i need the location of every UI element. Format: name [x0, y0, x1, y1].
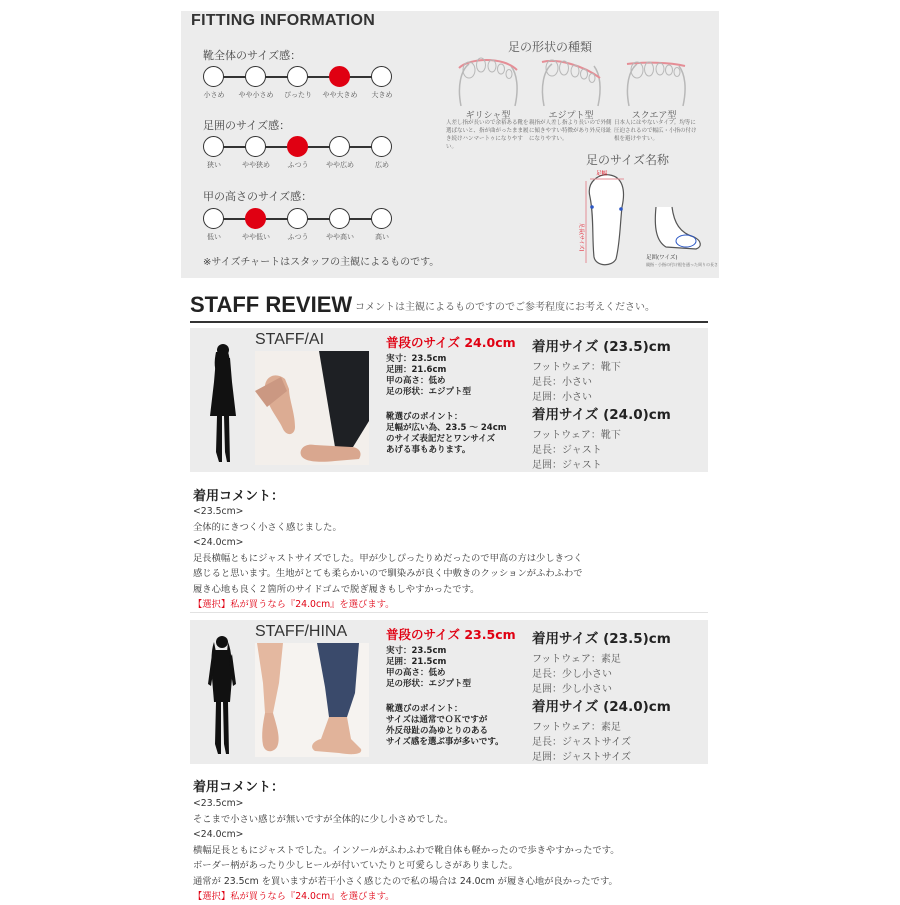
scale-tick-label: 小さめ [203, 91, 225, 99]
comment-line: 履き心地も良く２箇所のサイドゴムで脱ぎ履きもしやすかったです。 [193, 583, 480, 595]
spec-girth: 足囲：21.5cm [386, 657, 447, 667]
greek-type-desc: 人差し指が長いので余裕ある靴を選ばないと、指が曲がったまま履き続けハンマートゥになりやすい。 [446, 120, 529, 150]
comment-heading: 着用コメント： [193, 489, 285, 504]
worn-girth: 足囲：少し小さい [532, 684, 612, 695]
scale-tick-label: やや大きめ [322, 91, 358, 99]
worn-length: 足長：少し小さい [532, 669, 612, 680]
scale-tick-label: ふつう [287, 161, 309, 169]
scale-dot [329, 208, 350, 229]
shoe-selection-tips [386, 704, 504, 748]
scale-dot [329, 136, 350, 157]
staff-ai-comment [193, 504, 583, 613]
worn-footwear: フットウェア：靴下 [532, 430, 621, 441]
comment-line: ボーダー柄があったり少しヒールが付いていたりと可愛らしさがありました。 [193, 860, 518, 871]
staff-review-rule [190, 321, 708, 323]
egyptian-type-desc: 親指が人差し指より長いので外側に傾きやすい特徴があり外反母趾になりやすい。 [529, 120, 612, 142]
fitting-title: FITTING INFORMATION [191, 12, 376, 29]
usual-size: 普段のサイズ 24.0cm [386, 335, 516, 350]
girth-size-label: 足囲のサイズ感： [203, 119, 291, 132]
foot-width-label: 足幅 [596, 171, 608, 177]
scale-dot-selected [287, 136, 308, 157]
overall-size-label: 靴全体のサイズ感： [203, 49, 302, 62]
scale-dot-selected [245, 208, 266, 229]
worn-size-heading: 着用サイズ (24.0)cm [532, 407, 671, 423]
spec-foot-shape: 足の形状：エジプト型 [386, 387, 472, 397]
scale-dot [203, 208, 224, 229]
spec-actual-length: 実寸：23.5cm [386, 354, 447, 364]
scale-dot [287, 208, 308, 229]
foot-types-title: 足の形状の種類 [508, 40, 593, 54]
staff-card-hina [190, 620, 708, 764]
selection-note: 【選択】私が買うなら『24.0cm』を選びます。 [193, 599, 395, 610]
comment-line: そこまで小さい感じが無いですが全体的に少し小さめでした。 [193, 813, 454, 825]
square-type-name: スクエア型 [631, 111, 677, 121]
tips-line: のサイズ表記だとワンサイズ [386, 434, 496, 444]
greek-foot-illustration [453, 56, 523, 108]
worn-girth: 足囲：小さい [532, 392, 592, 403]
worn-size-heading: 着用サイズ (23.5)cm [532, 339, 671, 355]
comment-heading: 着用コメント： [193, 780, 285, 795]
scale-dot [203, 136, 224, 157]
spec-actual-length: 実寸：23.5cm [386, 646, 447, 656]
size-names-title: 足のサイズ名称 [586, 153, 670, 167]
tips-line: 足幅が広い為、23.5 ～ 24cm [386, 423, 507, 433]
scale-dot [287, 66, 308, 87]
staff-ai-silhouette-icon [204, 340, 240, 465]
shoe-selection-tips [386, 412, 507, 456]
egyptian-type-name: エジプト型 [548, 111, 594, 121]
review-separator [190, 612, 708, 613]
scale-dot [371, 66, 392, 87]
square-type-desc: 日本人にはやないタイプ。均等に圧迫されるので幅広・小指の付け根を避けやすい。 [614, 120, 697, 142]
instep-height-scale [203, 207, 393, 241]
worn-length: 足長：ジャスト [532, 445, 602, 456]
scale-dot [245, 66, 266, 87]
scale-tick-label: やや広め [326, 161, 354, 169]
scale-tick-label: 広め [375, 161, 389, 169]
tips-line: あげる事もあります。 [386, 445, 471, 455]
scale-tick-label: 大きめ [371, 91, 393, 99]
foot-size-names-diagram [576, 167, 718, 271]
scale-tick-label: やや小さめ [238, 91, 274, 99]
scale-dot [245, 136, 266, 157]
staff-name: STAFF/HINA [255, 623, 348, 640]
usual-size: 普段のサイズ 23.5cm [386, 627, 516, 642]
staff-review-title: STAFF REVIEW [190, 292, 353, 317]
spec-girth: 足囲：21.6cm [386, 365, 447, 375]
worn-girth: 足囲：ジャストサイズ [532, 752, 631, 763]
worn-length: 足長：小さい [532, 377, 592, 388]
scale-dot [203, 66, 224, 87]
spec-instep-height: 甲の高さ：低め [386, 376, 446, 386]
comment-line: 横幅足長ともにジャストでした。インソールがふわふわで靴自体も軽かったので歩きやすかったです。 [193, 844, 620, 856]
scale-dot-selected [329, 66, 350, 87]
square-foot-illustration [621, 56, 691, 108]
worn-girth: 足囲：ジャスト [532, 460, 602, 471]
foot-girth-label: 足囲(ワイズ) [646, 255, 678, 261]
staff-hina-comment [193, 796, 620, 905]
foot-girth-note: 親指・小指の付け根を通った周りの長さ [646, 262, 718, 267]
girth-size-scale [203, 135, 393, 169]
scale-tick-label: 低い [207, 233, 221, 241]
staff-hina-foot-photo [255, 643, 369, 757]
worn-footwear: フットウェア：素足 [532, 654, 621, 665]
egyptian-foot-illustration [536, 56, 606, 108]
scale-tick-label: 高い [375, 233, 389, 241]
scale-tick-label: やや低い [242, 233, 270, 241]
worn-size-heading: 着用サイズ (23.5)cm [532, 631, 671, 647]
tips-line: 外反母趾の為ゆとりのある [386, 726, 489, 736]
scale-tick-label: ふつう [287, 233, 309, 241]
scale-tick-label: やや狭め [242, 161, 270, 169]
tips-line: サイズは通常でＯＫですが [386, 715, 488, 725]
worn-length: 足長：ジャストサイズ [532, 737, 631, 748]
staff-card-ai [190, 328, 708, 472]
staff-hina-silhouette-icon [204, 632, 240, 757]
worn-footwear: フットウェア：靴下 [532, 362, 621, 373]
scale-tick-label: やや高い [326, 233, 354, 241]
staff-specs [386, 646, 471, 690]
spec-foot-shape: 足の形状：エジプト型 [386, 679, 472, 689]
comment-line: 全体的にきつく小さく感じました。 [193, 521, 342, 533]
comment-line: <23.5cm> [193, 506, 244, 517]
comment-line: <24.0cm> [193, 829, 244, 840]
fitting-information-panel [181, 11, 719, 278]
comment-line: <24.0cm> [193, 537, 244, 548]
foot-length-label: 足長(サイズ) [578, 223, 584, 252]
tips-heading: 靴選びのポイント： [386, 704, 463, 714]
overall-size-scale [203, 65, 393, 99]
worn-size-heading: 着用サイズ (24.0)cm [532, 699, 671, 715]
comment-line: 通常が 23.5cm を買いますが若干小さく感じたので私の場合は 24.0cm が履き心地が良かったです。 [193, 875, 618, 887]
comment-line: <23.5cm> [193, 798, 244, 809]
tips-line: サイズ感を選ぶ事が多いです。 [386, 737, 504, 747]
staff-ai-foot-photo [255, 351, 369, 465]
size-chart-note: ※サイズチャートはスタッフの主観によるものです。 [203, 257, 440, 268]
greek-type-name: ギリシャ型 [465, 111, 511, 121]
comment-line: 感じると思います。生地がとても柔らかいので馴染みが良く中敷きのクッションがふわふわで [193, 568, 583, 579]
comment-line: 足長横幅ともにジャストサイズでした。甲が少しぴったりめだったので甲高の方は少しきつく [193, 552, 583, 564]
scale-tick-label: ぴったり [284, 91, 312, 99]
spec-instep-height: 甲の高さ：低め [386, 668, 446, 678]
staff-name: STAFF/AI [255, 331, 325, 348]
scale-dot [371, 208, 392, 229]
staff-specs [386, 354, 471, 398]
staff-review-note: コメントは主観によるものですのでご参考程度にお考えください。 [355, 302, 655, 313]
scale-tick-label: 狭い [207, 161, 221, 169]
instep-height-label: 甲の高さのサイズ感： [203, 190, 313, 203]
selection-note: 【選択】私が買うなら『24.0cm』を選びます。 [193, 891, 395, 902]
tips-heading: 靴選びのポイント： [386, 412, 463, 422]
scale-dot [371, 136, 392, 157]
worn-footwear: フットウェア：素足 [532, 722, 621, 733]
